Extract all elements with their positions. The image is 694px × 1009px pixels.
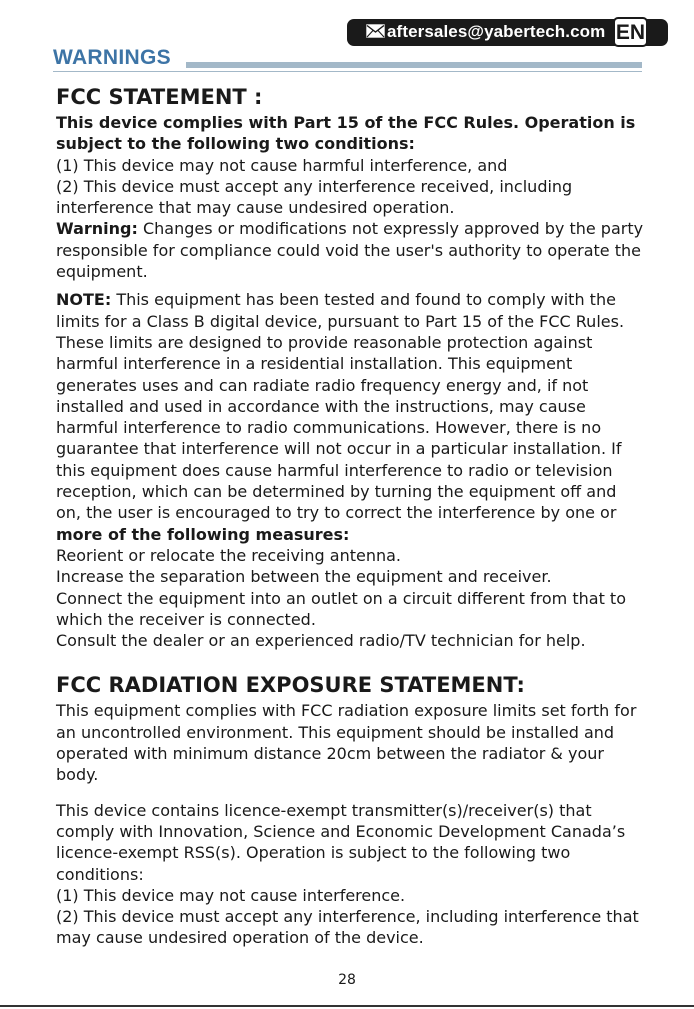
warning-paragraph xyxy=(56,218,646,282)
language-badge: EN xyxy=(613,17,648,47)
document-body xyxy=(56,82,646,949)
envelope-icon xyxy=(366,24,385,38)
measure-item: Reorient or relocate the receiving antenna. xyxy=(56,545,401,565)
radiation-text: This equipment complies with FCC radiation exposure limits set forth for an uncontrolled environment. This equipment should be installed and operated with minimum distance 20cm between the radiator & your body. xyxy=(56,701,637,785)
fcc-intro: This device complies with Part 15 of the FCC Rules. Operation is subject to the following two conditions: xyxy=(56,113,636,154)
title-underline xyxy=(53,71,642,72)
section-title: WARNINGS xyxy=(53,46,171,69)
measure-item: Increase the separation between the equipment and receiver. xyxy=(56,567,552,587)
fcc-heading: FCC STATEMENT : xyxy=(56,85,263,109)
ised-condition-1: (1) This device may not cause interference. xyxy=(56,885,406,905)
radiation-heading: FCC RADIATION EXPOSURE STATEMENT: xyxy=(56,673,525,698)
measure-item: Connect the equipment into an outlet on a circuit different from that to which the receiver is connected. xyxy=(56,588,626,629)
title-rule xyxy=(186,62,642,68)
warning-label: Warning: xyxy=(56,219,138,239)
fcc-condition-1: (1) This device may not cause harmful interference, and xyxy=(56,155,508,175)
note-text: This equipment has been tested and found to comply with the limits for a Class B digital device, pursuant to Part 15 of the FCC Rules. These limits are designed to provide reasonable protection against harmful interference in a residential installation. This equipment generates uses and can radiate radio frequency energy and, if not installed and used in accordance with the instructions, may cause harmful interference to radio communications. However, there is no guarantee that interference will not occur in a particular installation. If this equipment does cause harmful interference to radio or television reception, which can be determined by turning the equipment off and on, the user is encouraged to try to correct the interference by one or xyxy=(56,290,625,523)
fcc-condition-2: (2) This device must accept any interference received, including interference that may cause undesired operation. xyxy=(56,176,573,218)
measures-label: more of the following measures: xyxy=(56,524,350,544)
page-number: 28 xyxy=(338,972,356,988)
support-email[interactable]: aftersales@yabertech.com xyxy=(387,22,606,41)
note-paragraph xyxy=(56,289,646,523)
note-label: NOTE: xyxy=(56,290,112,310)
bottom-border xyxy=(0,1005,694,1007)
ised-text: This device contains licence-exempt transmitter(s)/receiver(s) that comply with Innovation, Science and Economic Development Canada’s licence-exempt RSS(s). Operation is subject to the following two conditions: xyxy=(56,800,626,884)
ised-condition-2: (2) This device must accept any interference, including interference that may cause undesired operation of the device. xyxy=(56,907,639,948)
warning-text: Changes or modifications not expressly approved by the party responsible for compliance could void the user's authority to operate the equipment. xyxy=(56,219,644,282)
measure-item: Consult the dealer or an experienced radio/TV technician for help. xyxy=(56,631,586,651)
